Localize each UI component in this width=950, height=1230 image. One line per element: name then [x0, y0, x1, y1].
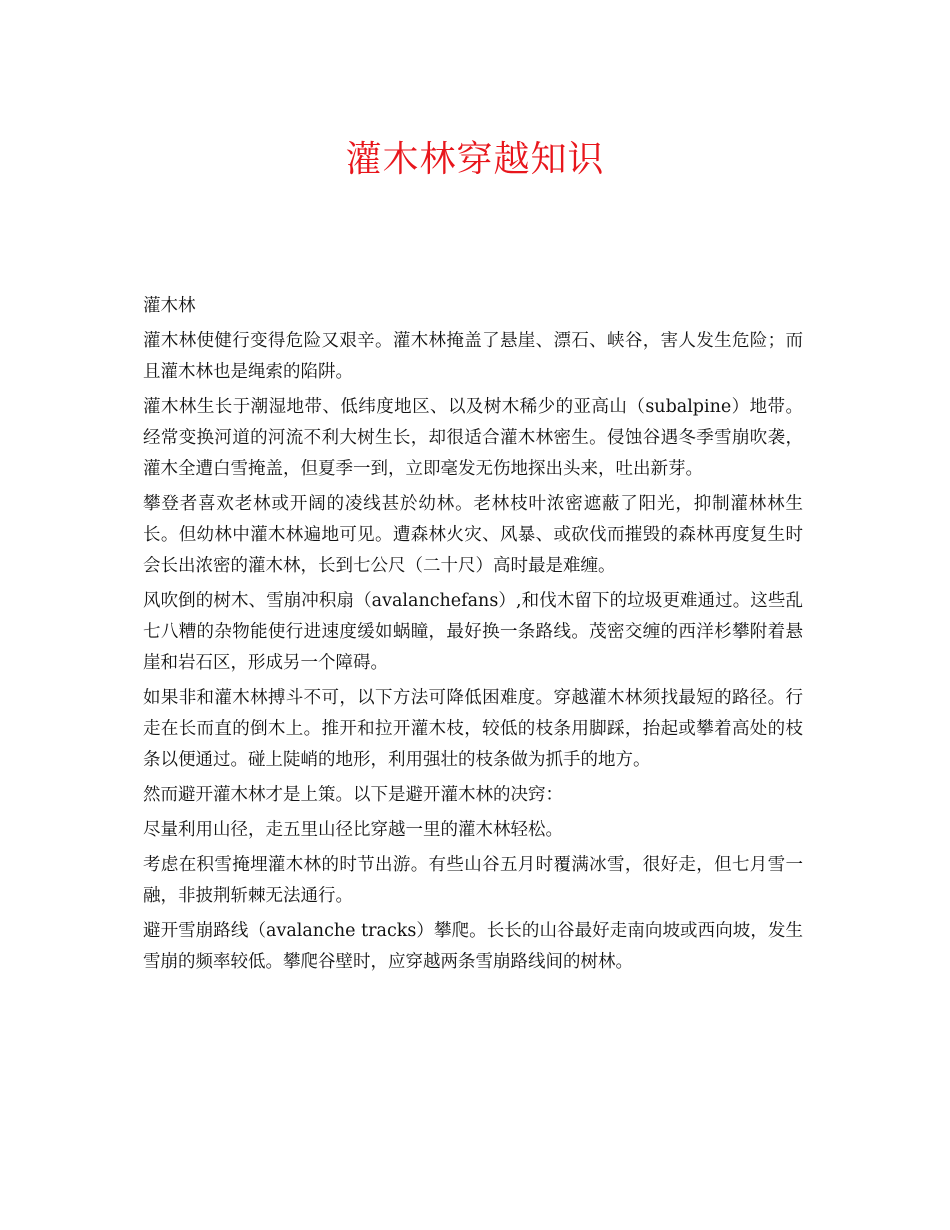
paragraph: 然而避开灌木林才是上策。以下是避开灌木林的决窍： — [143, 785, 563, 805]
paragraph: 灌木林生长于潮湿地带、低纬度地区、以及树木稀少的亚高山（subalpine）地带。经常变换河道的河流不利大树生长，却很适合灌木林密生。侵蚀谷遇冬季雪崩吹袭，灌木全遭白雪掩盖，但夏季一到，立即毫发无伤地探出头来，吐出新芽。 — [143, 397, 803, 479]
paragraph: 考虑在积雪掩埋灌木林的时节出游。有些山谷五月时覆满冰雪，很好走，但七月雪一融，非披荆斩棘无法通行。 — [143, 855, 803, 906]
paragraph: 风吹倒的树木、雪崩冲积扇（avalanchefans）,和伐木留下的垃圾更难通过。这些乱七八糟的杂物能使行进速度缓如蜗瞳，最好换一条路线。茂密交缠的西洋杉攀附着悬崖和岩石区，形成另一个障碍。 — [143, 591, 803, 673]
document-body — [143, 291, 803, 982]
paragraph: 如果非和灌木林搏斗不可，以下方法可降低困难度。穿越灌木林须找最短的路径。行走在长而直的倒木上。推开和拉开灌木枝，较低的枝条用脚踩，抬起或攀着高处的枝条以便通过。碰上陡峭的地形，利用强壮的枝条做为抓手的地方。 — [143, 688, 803, 770]
section-heading: 灌木林 — [143, 296, 196, 316]
paragraph: 灌木林使健行变得危险又艰辛。灌木林掩盖了悬崖、漂石、峡谷，害人发生危险；而且灌木林也是绳索的陷阱。 — [143, 331, 803, 382]
paragraph: 攀登者喜欢老林或开阔的凌线甚於幼林。老林枝叶浓密遮蔽了阳光，抑制灌林林生长。但幼林中灌木林遍地可见。遭森林火灾、风暴、或砍伐而摧毁的森林再度复生时会长出浓密的灌木林，长到七公尺（二十尺）高时最是难缠。 — [143, 494, 803, 576]
paragraph: 尽量利用山径，走五里山径比穿越一里的灌木林轻松。 — [143, 820, 563, 840]
paragraph: 避开雪崩路线（avalanche tracks）攀爬。长长的山谷最好走南向坡或西向坡，发生雪崩的频率较低。攀爬谷壁时，应穿越两条雪崩路线间的树林。 — [143, 921, 803, 972]
document-title: 灌木林穿越知识 — [345, 139, 605, 180]
